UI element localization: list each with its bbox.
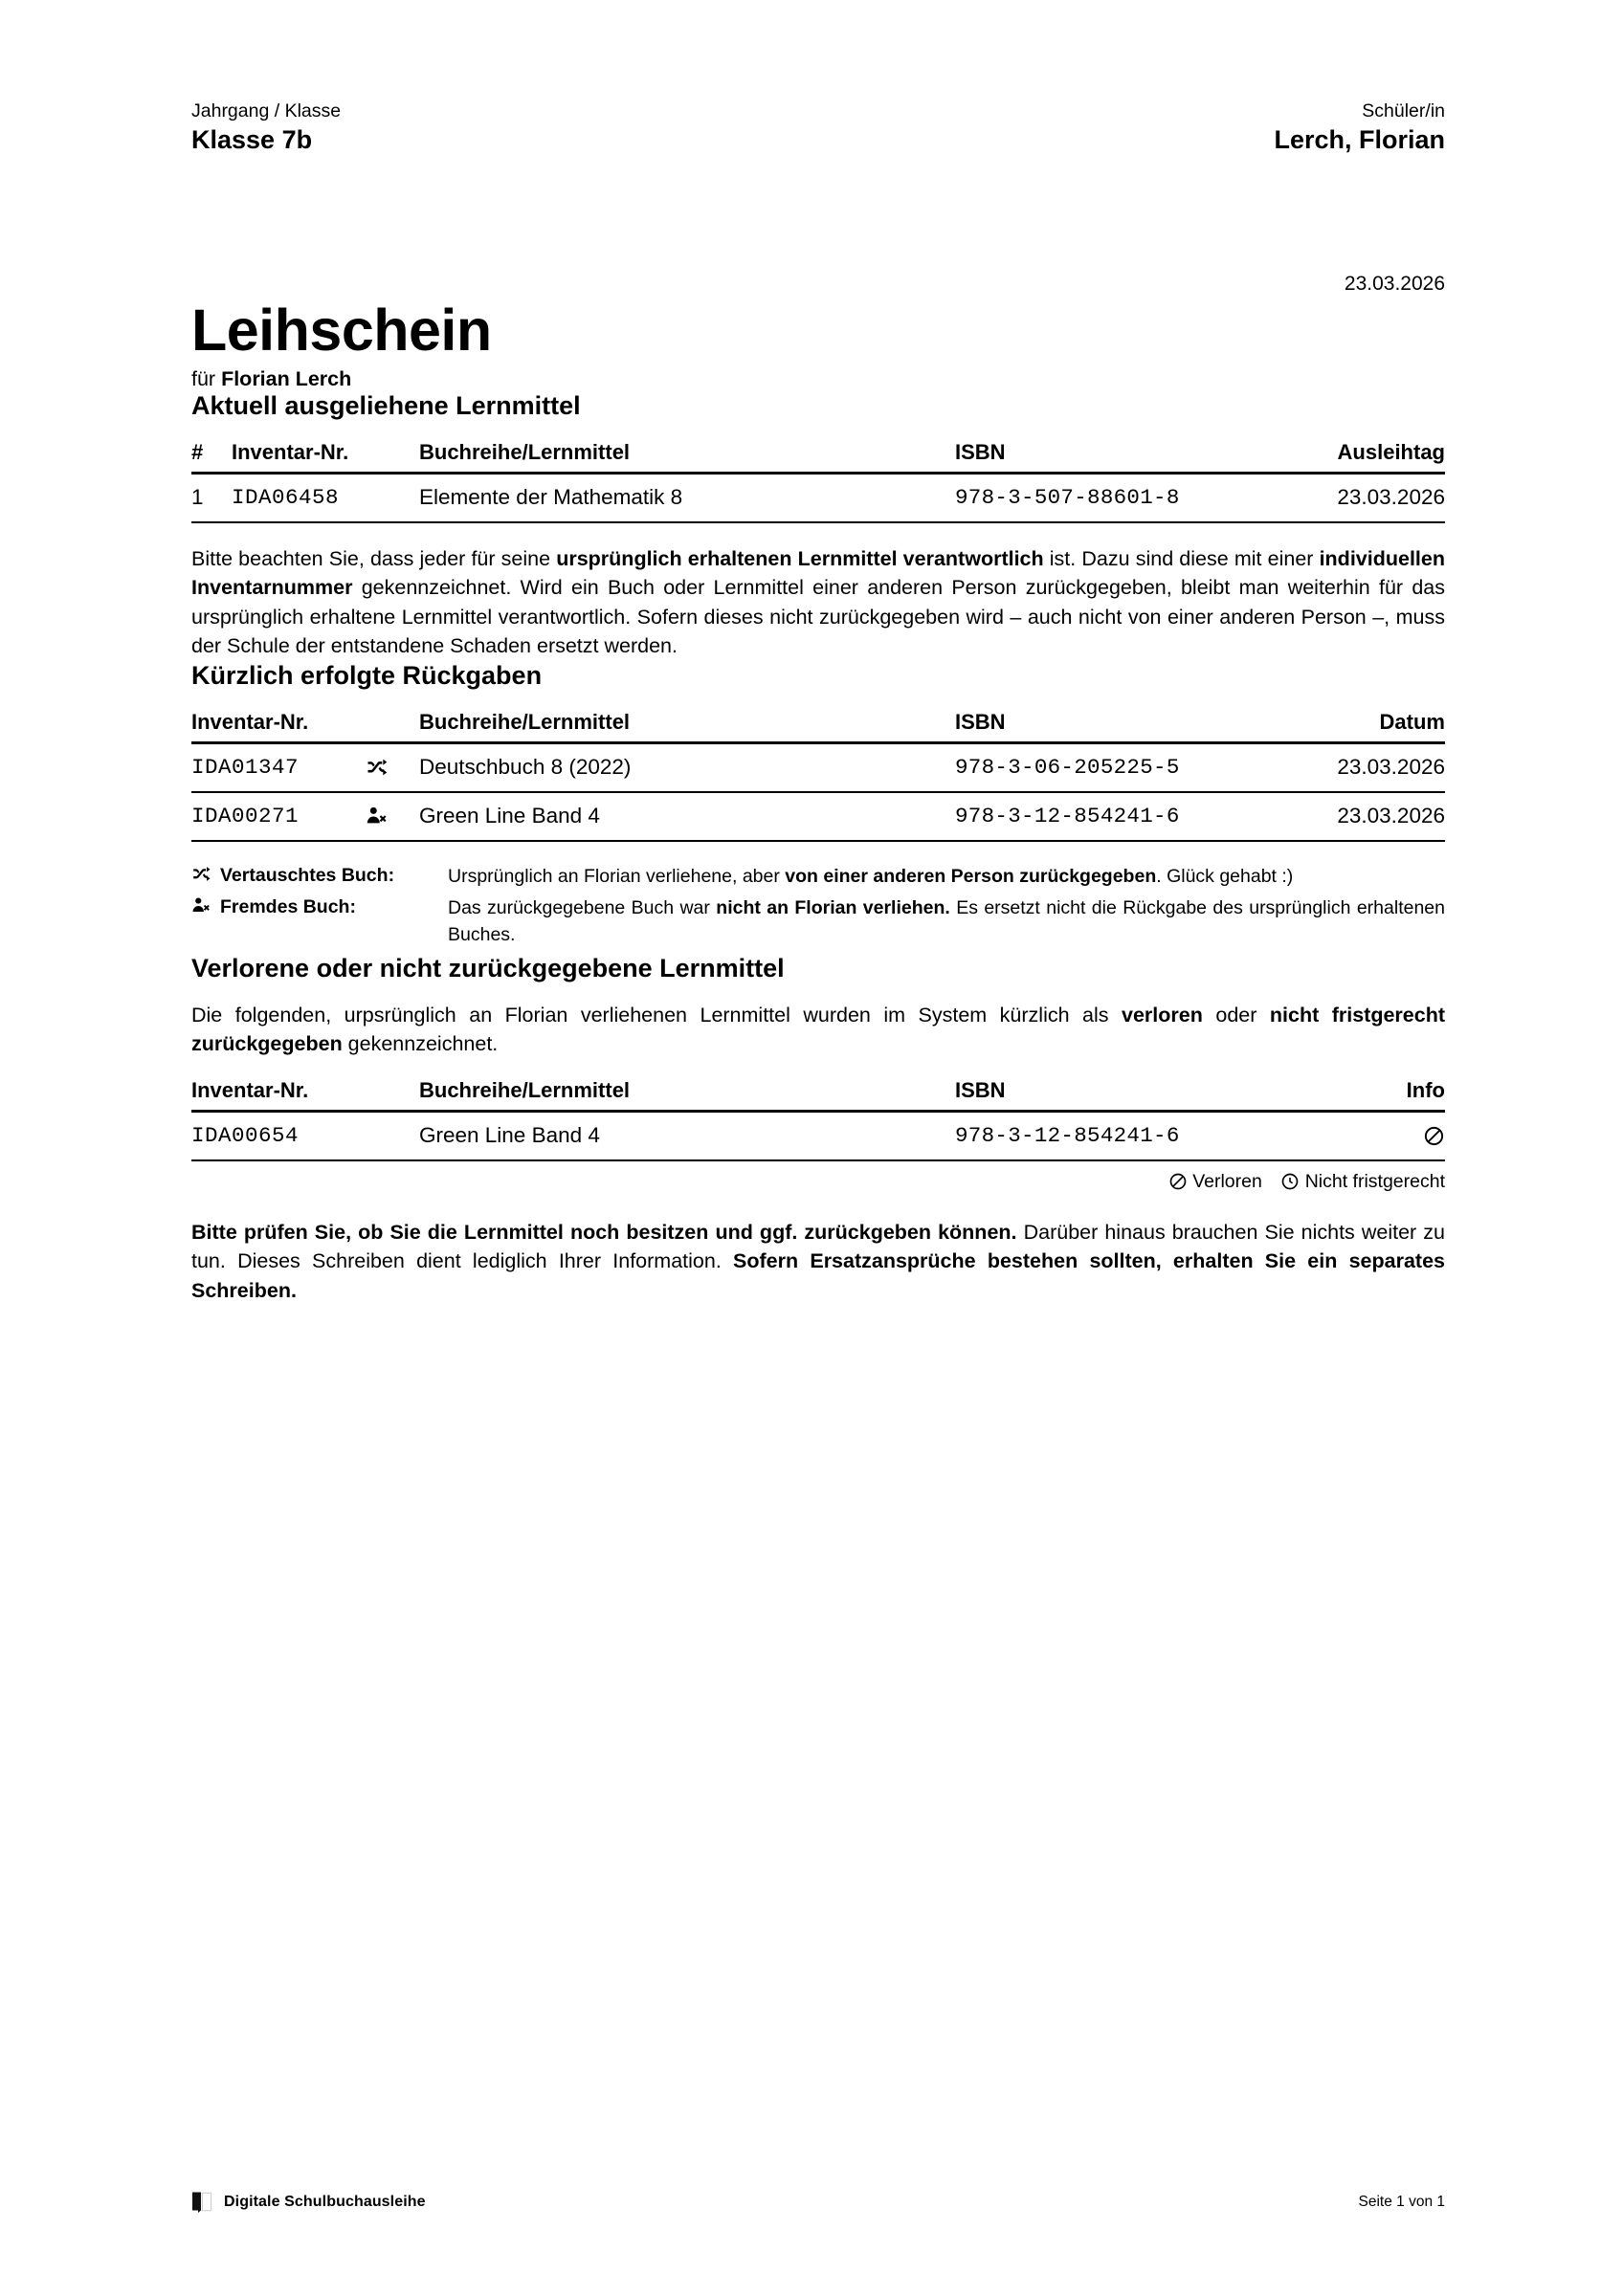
current-loans-table — [191, 440, 1445, 523]
col-header-book: Buchreihe/Lernmittel — [419, 440, 955, 474]
footer-brand — [191, 2191, 426, 2214]
legend-label-foreign: Fremdes Buch: — [220, 896, 356, 918]
table-row — [191, 742, 1445, 792]
cell-inventory: IDA00654 — [191, 1111, 419, 1160]
col-header-isbn: ISBN — [955, 1078, 1271, 1112]
person-x-icon — [191, 894, 220, 916]
col-header-date: Ausleihtag — [1219, 440, 1445, 474]
prohibited-icon — [1168, 1172, 1188, 1191]
cell-date: 23.03.2026 — [1219, 792, 1445, 841]
table-row — [191, 792, 1445, 841]
table-row — [191, 1111, 1445, 1160]
class-label: Jahrgang / Klasse — [191, 100, 342, 121]
legend-row-foreign — [191, 894, 1445, 949]
prohibited-icon — [1423, 1125, 1445, 1147]
cell-inventory: IDA00271 — [191, 792, 366, 841]
legend-text-bold: von einer anderen Person zurückgegeben — [785, 865, 1157, 887]
legend-row-swapped — [191, 863, 1445, 890]
cell-date: 23.03.2026 — [1219, 473, 1445, 522]
cell-isbn: 978-3-12-854241-6 — [955, 792, 1219, 841]
legend-text-bold: nicht an Florian verliehen. — [716, 897, 950, 919]
col-header-info: Info — [1271, 1078, 1445, 1112]
col-header-book: Buchreihe/Lernmittel — [419, 1078, 955, 1112]
cell-info — [1271, 1111, 1445, 1160]
table-header-row — [191, 440, 1445, 474]
section-heading-current: Aktuell ausgeliehene Lernmittel — [191, 390, 581, 420]
legend-text-part-2: Es ersetzt nicht die Rückgabe des ursprünglich erhaltenen Buches. — [448, 897, 1445, 946]
section-heading-lost: Verlorene oder nicht zurückgegebene Lernmittel — [191, 953, 785, 982]
responsibility-notice — [191, 544, 1445, 661]
returns-legend — [191, 863, 1445, 949]
footer-page-number: Seite 1 von 1 — [1358, 2194, 1445, 2210]
col-header-inventory: Inventar-Nr. — [232, 440, 419, 474]
book-logo-icon — [191, 2191, 212, 2214]
lost-intro-part-1: Die folgenden, urpsrünglich an Florian verliehenen Lernmittel wurden im System kürzlich als — [191, 1003, 1123, 1027]
subtitle-prefix: für — [191, 366, 222, 390]
lost-intro-text — [191, 1001, 1445, 1059]
legend-text-foreign — [448, 894, 1445, 949]
info-legend-lost — [1168, 1171, 1267, 1192]
legend-text-part-1: Das zurückgegebene Buch war — [448, 897, 717, 919]
document-header — [191, 0, 1445, 156]
cell-book: Elemente der Mathematik 8 — [419, 473, 955, 522]
cell-inventory: IDA06458 — [232, 473, 419, 522]
legend-label-swapped: Vertauschtes Buch: — [220, 864, 395, 886]
notice-text-2: ist. Dazu sind diese mit einer — [1043, 546, 1320, 570]
col-header-num: # — [191, 440, 232, 474]
closing-bold-2: Sofern Ersatzansprüche bestehen sollten, erhalten Sie ein separates Schreiben. — [191, 1249, 1445, 1302]
student-block — [1274, 99, 1445, 156]
info-legend — [191, 1171, 1445, 1193]
table-row — [191, 473, 1445, 522]
notice-text-1: Bitte beachten Sie, dass jeder für seine — [191, 546, 557, 570]
info-legend-lost-label: Verloren — [1192, 1170, 1262, 1192]
document-date: 23.03.2026 — [1344, 272, 1445, 295]
page-title: Leihschein — [191, 297, 492, 363]
document-footer — [191, 2191, 1445, 2214]
shuffle-icon — [366, 756, 419, 779]
legend-text-part-1: Ursprünglich an Florian verliehene, aber — [448, 865, 786, 887]
student-label: Schüler/in — [1362, 100, 1445, 121]
cell-isbn: 978-3-12-854241-6 — [955, 1111, 1271, 1160]
col-header-book: Buchreihe/Lernmittel — [419, 710, 955, 743]
cell-book: Deutschbuch 8 (2022) — [419, 742, 955, 792]
section-heading-returns: Kürzlich erfolgte Rückgaben — [191, 660, 543, 690]
lost-intro-part-3: gekennzeichnet. — [342, 1032, 499, 1056]
lost-intro-part-2: oder — [1202, 1003, 1270, 1027]
cell-book: Green Line Band 4 — [419, 792, 955, 841]
closing-text-1: Darüber hinaus brauchen Sie nichts weiter zu tun. Dieses Schreiben dient lediglich Ihrer Information. — [191, 1220, 1446, 1273]
notice-text-3: gekennzeichnet. Wird ein Buch oder Lernmittel einer anderen Person zurückgegeben, bleibt man weiterhin für das ursprünglich erhaltene Lernmittel verantwortlich. Sofern dieses nicht zurückgegeben wird – auch nicht von einer anderen Person –, muss der Schule der entstandene Schaden ersetzt werden. — [191, 576, 1445, 658]
closing-bold-1: Bitte prüfen Sie, ob Sie die Lernmittel noch besitzen und ggf. zurückgeben können. — [191, 1220, 1017, 1244]
table-header-row — [191, 1078, 1445, 1112]
lost-intro-bold-2: nicht fristgerecht zurückgegeben — [191, 1003, 1445, 1056]
closing-paragraph — [191, 1218, 1445, 1306]
col-header-inventory: Inventar-Nr. — [191, 1078, 419, 1112]
lost-items-table — [191, 1078, 1445, 1161]
table-header-row — [191, 710, 1445, 743]
returns-table — [191, 710, 1445, 842]
cell-inventory: IDA01347 — [191, 742, 366, 792]
cell-book: Green Line Band 4 — [419, 1111, 955, 1160]
col-header-date: Datum — [1219, 710, 1445, 743]
cell-num: 1 — [191, 473, 232, 522]
cell-isbn: 978-3-06-205225-5 — [955, 742, 1219, 792]
legend-text-swapped — [448, 863, 1445, 890]
col-header-icon — [366, 710, 419, 743]
notice-bold-1: ursprünglich erhaltenen Lernmittel verantwortlich — [556, 546, 1044, 570]
info-legend-late — [1280, 1171, 1445, 1192]
cell-isbn: 978-3-507-88601-8 — [955, 473, 1219, 522]
class-block — [191, 99, 341, 156]
document-content — [191, 0, 1445, 1305]
cell-icon — [366, 742, 419, 792]
col-header-isbn: ISBN — [955, 440, 1219, 474]
clock-icon — [1280, 1172, 1300, 1191]
footer-brand-label: Digitale Schulbuchausleihe — [224, 2194, 426, 2210]
person-x-icon — [366, 805, 419, 828]
info-legend-late-label: Nicht fristgerecht — [1304, 1170, 1445, 1192]
cell-date: 23.03.2026 — [1219, 742, 1445, 792]
student-value: Lerch, Florian — [1274, 125, 1445, 155]
lost-intro-bold-1: verloren — [1122, 1003, 1203, 1027]
notice-bold-2: individuellen Inventarnummer — [191, 546, 1445, 600]
class-value: Klasse 7b — [191, 125, 313, 155]
document-subtitle — [191, 367, 1445, 391]
col-header-isbn: ISBN — [955, 710, 1219, 743]
col-header-inventory: Inventar-Nr. — [191, 710, 366, 743]
subtitle-name: Florian Lerch — [221, 366, 352, 390]
shuffle-icon — [191, 863, 220, 884]
legend-text-part-2: . Glück gehabt :) — [1156, 865, 1294, 887]
cell-icon — [366, 792, 419, 841]
